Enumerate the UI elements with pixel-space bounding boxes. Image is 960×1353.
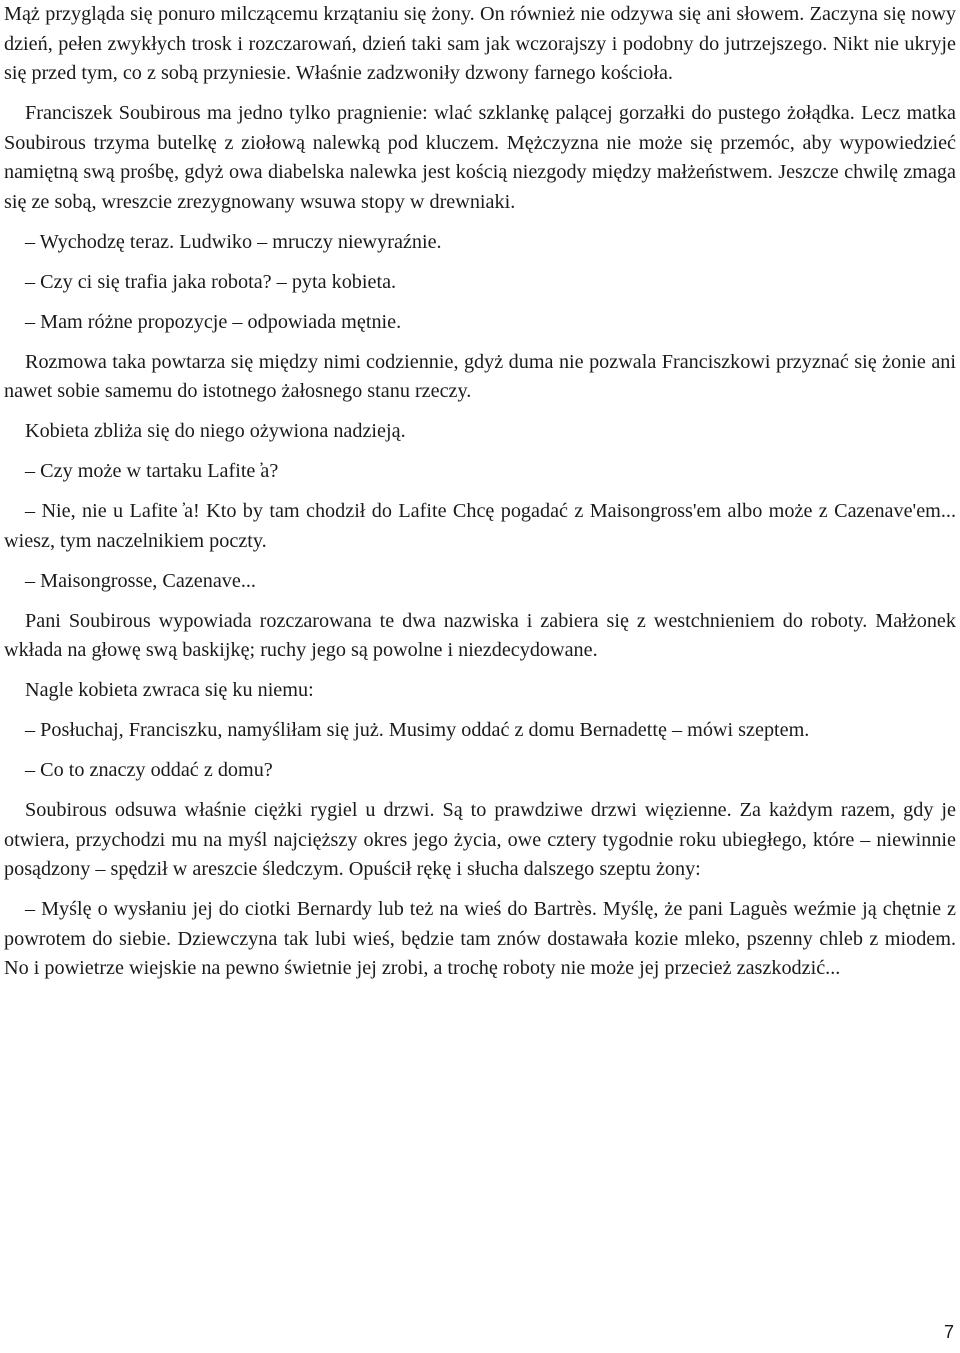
- dialogue-line: – Maisongrosse, Cazenave...: [25, 569, 256, 592]
- paragraph: Rozmowa taka powtarza się między nimi codziennie, gdyż duma nie pozwala Franciszkowi przyznać się żonie ani nawet sobie samemu do istotnego żałosnego stanu rzeczy.: [4, 350, 956, 402]
- paragraph: Soubirous odsuwa właśnie ciężki rygiel u drzwi. Są to prawdziwe drzwi więzienne. Za każdym razem, gdy je otwiera, przychodzi mu na myśl najcięższy okres jego życia, owe cztery tygodnie roku ubiegłego, które – niewinnie posądzony – spędził w areszcie śledczym. Opuścił rękę i słucha dalszego szeptu żony:: [4, 799, 956, 880]
- paragraph: Mąż przygląda się ponuro milczącemu krzątaniu się żony. On również nie odzywa się ani słowem. Zaczyna się nowy dzień, pełen zwykłych trosk i rozczarowań, dzień taki sam jak wczorajszy i podobny do jutrzejszego. Nikt nie ukryje się przed tym, co z sobą przyniesie. Właśnie zadzwoniły dzwony farnego kościoła.: [4, 3, 956, 84]
- paragraph: Franciszek Soubirous ma jedno tylko pragnienie: wlać szklankę palącej gorzałki do pustego żołądka. Lecz matka Soubirous trzyma butelkę z ziołową nalewką pod kluczem. Mężczyzna nie może się przemóc, aby wypowiedzieć namiętną swą prośbę, gdyż owa diabelska nalewka jest kością niezgody między małżeństwem. Jeszcze chwilę zmaga się ze sobą, wreszcie zrezygnowany wsuwa stopy w drewniaki.: [4, 102, 956, 213]
- dialogue-line: – Myślę o wysłaniu jej do ciotki Bernardy lub też na wieś do Bartrès. Myślę, że pani Laguès weźmie ją chętnie z powrotem do siebie. Dziewczyna tak lubi wieś, będzie tam znów dostawała kozie mleko, pszenny chleb z miodem. No i powietrze wiejskie na pewno świetnie jej zrobi, a trochę roboty nie może jej przecież zaszkodzić...: [4, 898, 956, 979]
- paragraph: Kobieta zbliża się do niego ożywiona nadzieją.: [25, 420, 406, 442]
- dialogue-line: – Co to znaczy oddać z domu?: [25, 759, 273, 781]
- dialogue-line: – Posłuchaj, Franciszku, namyśliłam się już. Musimy oddać z domu Bernadettę – mówi szeptem.: [25, 719, 810, 741]
- dialogue-line: – Mam różne propozycje – odpowiada mętnie.: [25, 310, 402, 333]
- paragraph: Nagle kobieta zwraca się ku niemu:: [25, 679, 314, 701]
- dialogue-line: – Czy może w tartaku Lafite ̕a?: [25, 460, 279, 482]
- document-page: [4, 0, 956, 994]
- dialogue-line: – Czy ci się trafia jaka robota? – pyta kobieta.: [25, 270, 397, 293]
- dialogue-line: – Wychodzę teraz. Ludwiko – mruczy niewyraźnie.: [25, 230, 442, 253]
- page-number: 7: [943, 1322, 954, 1342]
- paragraph: Pani Soubirous wypowiada rozczarowana te dwa nazwiska i zabiera się z westchnieniem do roboty. Małżonek wkłada na głowę swą baskijkę; ruchy jego są powolne i niezdecydowane.: [4, 609, 956, 661]
- dialogue-line: – Nie, nie u Lafite ̕a! Kto by tam chodził do Lafite Chcę pogadać z Maisongross'em albo może z Cazenave'em... wiesz, tym naczelnikiem poczty.: [4, 500, 956, 552]
